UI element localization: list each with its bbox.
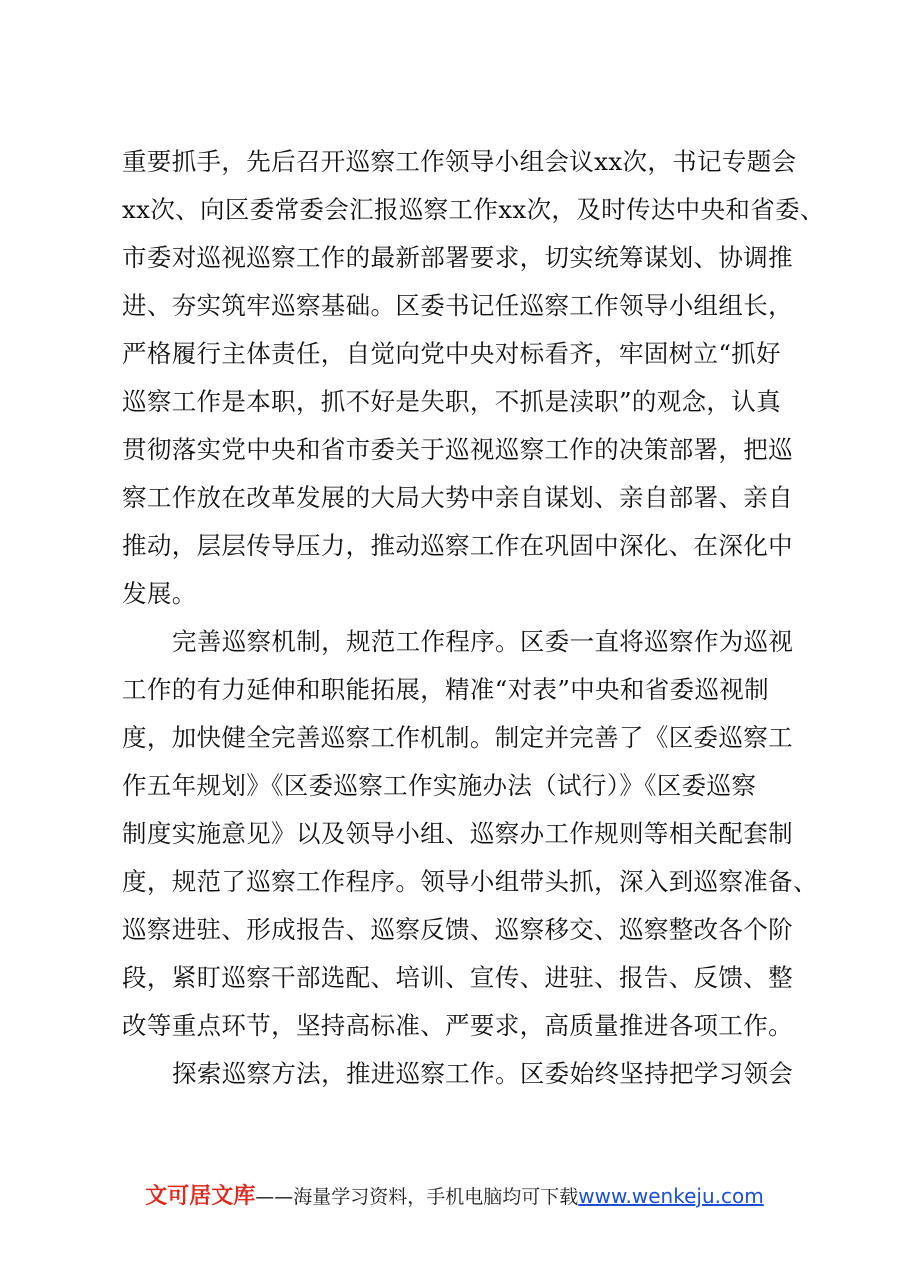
document-line: 作五年规划》《区委巡察工作实施办法（试行）》《区委巡察 [122,771,757,800]
document-line: 严格履行主体责任，自觉向党中央对标看齐，牢固树立“抓好 [122,339,781,368]
document-line: 完善巡察机制，规范工作程序。区委一直将巡察作为巡视 [172,627,794,656]
document-body [122,138,825,1098]
document-line: 进、夯实筑牢巡察基础。区委书记任巡察工作领导小组组长， [122,291,793,320]
document-line: 贯彻落实党中央和省市委关于巡视巡察工作的决策部署，把巡 [122,435,793,464]
document-line: 重要抓手，先后召开巡察工作领导小组会议xx次，书记专题会 [122,147,797,176]
document-line: 巡察工作是本职，抓不好是失职，不抓是渎职”的观念，认真 [122,387,781,416]
document-line: 工作的有力延伸和职能拓展，精准“对表”中央和省委巡视制 [122,675,769,704]
footer-link[interactable]: www.wenkeju.com [578,1184,764,1208]
document-line: 探索巡察方法，推进巡察工作。区委始终坚持把学习领会 [172,1059,794,1088]
document-line: 度，规范了巡察工作程序。领导小组带头抓，深入到巡察准备、 [122,867,818,896]
document-line: 段，紧盯巡察干部选配、培训、宣传、进驻、报告、反馈、整 [122,963,793,992]
footer-banner [0,1180,909,1213]
document-line: 发展。 [122,579,197,608]
document-line: 察工作放在改革发展的大局大势中亲自谋划、亲自部署、亲自 [122,483,793,512]
document-line: 制度实施意见》以及领导小组、巡察办工作规则等相关配套制 [122,819,793,848]
footer-tagline: ——海量学习资料，手机电脑均可下载 [255,1186,579,1208]
footer-brand: 文可居文库 [145,1184,256,1209]
document-line: 改等重点环节，坚持高标准、严要求，高质量推进各项工作。 [122,1011,793,1040]
document-line: 度，加快健全完善巡察工作机制。制定并完善了《区委巡察工 [122,723,793,752]
document-line: 巡察进驻、形成报告、巡察反馈、巡察移交、巡察整改各个阶 [122,915,793,944]
document-line: 推动，层层传导压力，推动巡察工作在巩固中深化、在深化中 [122,531,793,560]
document-line: xx次、向区委常委会汇报巡察工作xx次，及时传达中央和省委、 [122,195,825,224]
document-line: 市委对巡视巡察工作的最新部署要求，切实统筹谋划、协调推 [122,243,793,272]
